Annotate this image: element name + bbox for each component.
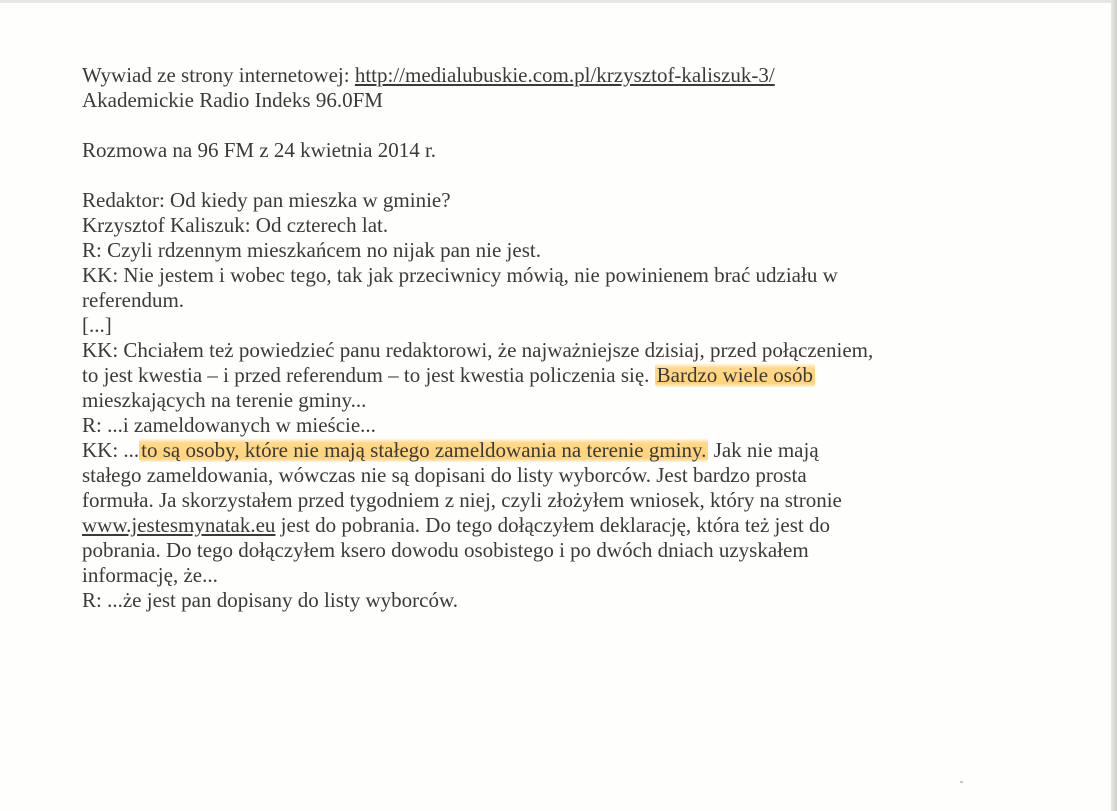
date-line: Rozmowa na 96 FM z 24 kwietnia 2014 r. [82,138,437,162]
transcript-line: mieszkających na terenie gminy... [82,388,367,412]
document-body [82,63,1042,613]
transcript-text: jest do pobrania. Do tego dołączyłem deklarację, która też jest do [275,513,830,537]
omission-marker: [...] [82,313,112,337]
transcript-line: Krzysztof Kaliszuk: Od czterech lat. [82,213,389,237]
transcript-line: R: ...że jest pan dopisany do listy wyborców. [82,588,459,612]
scan-edge-top [0,0,1117,3]
transcript-text: Jak nie mają [708,438,819,462]
transcript-line: R: Czyli rdzennym mieszkańcem no nijak pan nie jest. [82,238,541,262]
source-line [82,63,1042,88]
scan-edge-right [1111,0,1117,811]
transcript-line: informację, że... [82,563,218,587]
transcript-line [82,438,1042,463]
transcript-line: KK: Chciałem też powiedzieć panu redaktorowi, że najważniejsze dzisiaj, przed połączeniem, [82,338,874,362]
source-url-link[interactable]: http://medialubuskie.com.pl/krzysztof-kaliszuk-3/ [354,63,775,87]
transcript-line: referendum. [82,288,185,312]
source-label: Wywiad ze strony internetowej: [82,63,355,87]
station-line: Akademickie Radio Indeks 96.0FM [82,88,383,112]
transcript-line: KK: Nie jestem i wobec tego, tak jak przeciwnicy mówią, nie powinienem brać udziału w [82,263,838,287]
transcript-line [82,513,1042,538]
spacer [82,163,1042,188]
spacer [82,113,1042,138]
scan-speck [960,781,963,783]
transcript-text: KK: ... [82,438,140,462]
transcript-line: formuła. Ja skorzystałem przed tygodniem z niej, czyli złożyłem wniosek, który na stronie [82,488,842,512]
transcript-line: R: ...i zameldowanych w mieście... [82,413,376,437]
transcript-text: to jest kwestia – i przed referendum – to jest kwestia policzenia się. [82,363,655,387]
transcript-line [82,363,1042,388]
highlighted-text: Bardzo wiele osób [656,363,813,387]
transcript-line: pobrania. Do tego dołączyłem ksero dowodu osobistego i po dwóch dniach uzyskałem [82,538,809,562]
website-link[interactable]: www.jestesmynatak.eu [82,513,276,537]
transcript-line: Redaktor: Od kiedy pan mieszka w gminie? [82,188,451,212]
transcript-line: stałego zameldowania, wówczas nie są dopisani do listy wyborców. Jest bardzo prosta [82,463,807,487]
highlighted-text: to są osoby, które nie mają stałego zameldowania na terenie gminy. [141,438,707,462]
